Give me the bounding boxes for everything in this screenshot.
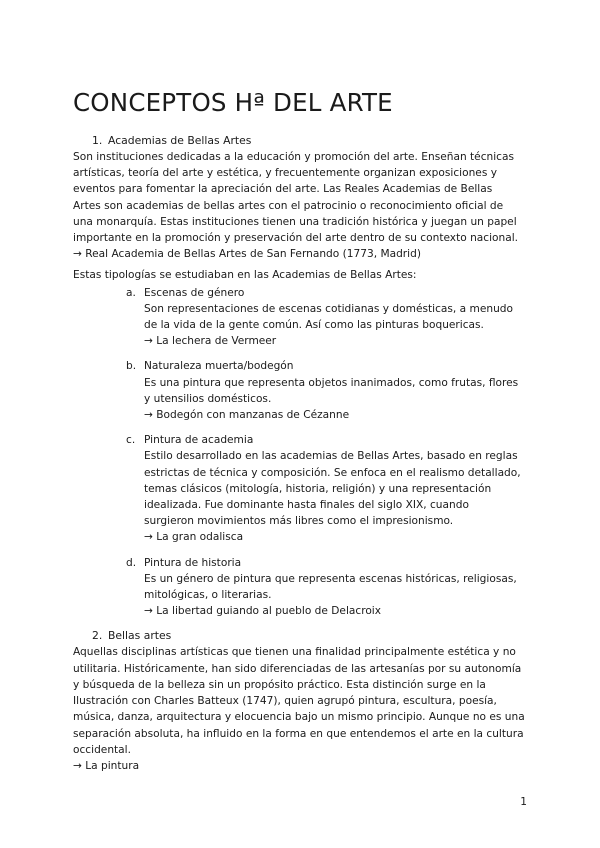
paragraph-line: utilitaria. Históricamente, han sido diferenciadas de las artesanías por su autonomía (73, 662, 522, 675)
paragraph-line: occidental. (73, 743, 131, 756)
list-item-body (126, 571, 543, 620)
list-item-body (126, 375, 543, 424)
paragraph-line: importante en la promoción y preservación del arte dentro de su contexto nacional. (73, 232, 519, 245)
paragraph-line: mitológicas, o literarias. (144, 589, 272, 602)
section-number: 1. (92, 134, 103, 147)
section-number: 2. (92, 629, 103, 643)
paragraph-line: separación absoluta, ha influido en la forma en que entendemos el arte en la cultura (73, 727, 524, 740)
list-item-body (126, 301, 543, 350)
list-item-heading (126, 358, 543, 374)
example-line: → La pintura (73, 759, 140, 772)
list-item-heading (126, 555, 543, 571)
list-item-title: Escenas de género (144, 286, 245, 299)
section-heading-bellas-artes (73, 628, 543, 644)
list-item-heading (126, 432, 543, 448)
example-line: → La gran odalisca (144, 531, 244, 544)
paragraph-line: Aquellas disciplinas artísticas que tienen una finalidad principalmente estética y no (73, 646, 516, 659)
section-bellas-artes (73, 628, 543, 774)
list-item (126, 432, 543, 545)
list-item-letter: c. (126, 434, 136, 447)
list-item-title: Naturaleza muerta/bodegón (144, 360, 294, 373)
paragraph-line: Son representaciones de escenas cotidianas y domésticas, a menudo (144, 302, 513, 315)
paragraph-line: artísticas, teoría del arte y estética, y frecuentemente organizan exposiciones y (73, 167, 497, 180)
paragraph-line: una monarquía. Estas instituciones tienen una tradición histórica y juegan un papel (73, 215, 517, 228)
paragraph-line: y utensilios domésticos. (144, 392, 272, 405)
page-number: 1 (520, 796, 527, 808)
paragraph-line: temas clásicos (mitología, historia, religión) y una representación (144, 482, 492, 495)
page-title: CONCEPTOS Hª DEL ARTE (73, 88, 393, 117)
section-paragraph (73, 149, 543, 246)
list-item (126, 358, 543, 423)
typologies-list (126, 285, 543, 620)
paragraph-line: estrictas de técnica y composición. Se enfoca en el realismo detallado, (144, 466, 521, 479)
example-line: → La libertad guiando al pueblo de Delacroix (144, 605, 382, 618)
typologies-intro: Estas tipologías se estudiaban en las Academias de Bellas Artes: (73, 269, 417, 282)
paragraph-line: y búsqueda de la belleza sin un propósito práctico. Esta distinción surge en la (73, 678, 486, 691)
list-item-letter: a. (126, 286, 136, 299)
list-item-letter: b. (126, 360, 137, 373)
paragraph-line: Artes son academias de bellas artes con el patrocinio o reconocimiento oficial de (73, 199, 504, 212)
paragraph-line: Ilustración con Charles Batteux (1747), quien agrupó pintura, escultura, poesía, (73, 695, 497, 708)
list-item-title: Pintura de academia (144, 434, 254, 447)
paragraph-line: eventos para fomentar la apreciación del arte. Las Reales Academias de Bellas (73, 183, 493, 196)
paragraph-line: de la vida de la gente común. Así como las pinturas boquericas. (144, 319, 484, 332)
document-body (73, 133, 543, 774)
section-heading-academias (73, 133, 543, 149)
list-item (126, 285, 543, 350)
list-item-title: Pintura de historia (144, 556, 242, 569)
section-heading-text: Bellas artes (108, 629, 172, 643)
list-item-body (126, 448, 543, 545)
paragraph-line: Es un género de pintura que representa escenas históricas, religiosas, (144, 572, 517, 585)
example-line: → Bodegón con manzanas de Cézanne (144, 409, 350, 422)
paragraph-line: surgieron movimientos más libres como el impresionismo. (144, 515, 454, 528)
paragraph-line: Estilo desarrollado en las academias de Bellas Artes, basado en reglas (144, 450, 518, 463)
paragraph-line: Son instituciones dedicadas a la educación y promoción del arte. Enseñan técnicas (73, 151, 515, 163)
paragraph-line: Es una pintura que representa objetos inanimados, como frutas, flores (144, 376, 519, 389)
example-line: → La lechera de Vermeer (144, 335, 277, 348)
list-item (126, 555, 543, 620)
section-paragraph (73, 644, 543, 757)
list-item-letter: d. (126, 556, 137, 569)
section-heading-text: Academias de Bellas Artes (108, 134, 252, 147)
paragraph-line: idealizada. Fue dominante hasta finales del siglo XIX, cuando (144, 499, 469, 512)
paragraph-line: música, danza, arquitectura y elocuencia bajo un mismo principio. Aunque no es una (73, 711, 525, 724)
list-item-heading (126, 285, 543, 301)
example-line: → Real Academia de Bellas Artes de San Fernando (1773, Madrid) (73, 248, 421, 261)
